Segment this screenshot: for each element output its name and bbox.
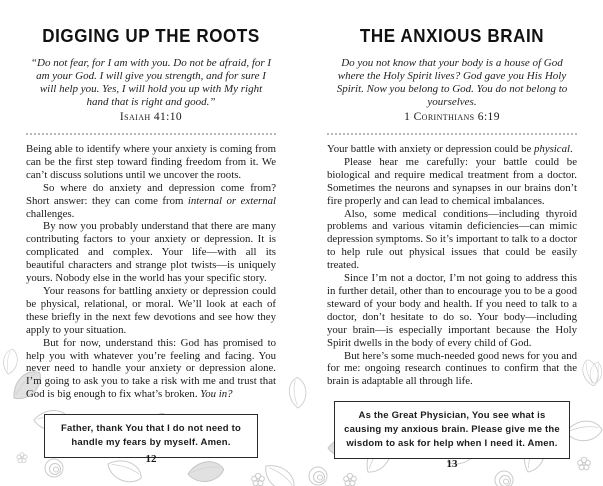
paragraph: So where do anxiety and depression come from? Short answer: they can come from internal or external challenges.	[26, 181, 277, 220]
right-body-text	[327, 143, 577, 388]
left-dotted-divider	[26, 133, 276, 135]
right-prayer-box: As the Great Physician, You see what is causing my anxious brain. Please give me the wisdom to ask for help when I need it. Amen.	[334, 401, 570, 459]
paragraph: Being able to identify where your anxiety is coming from can be the first step toward finding freedom from it. We can’t discuss solutions until we uncover the roots.	[26, 143, 276, 181]
left-scripture-block	[29, 57, 273, 124]
paragraph: Also, some medical conditions—including thyroid problems and various vitamin deficiencies—can mimic depression symptoms. So it’s important to talk to a doctor to help rule out physical issues that could be easily treated.	[327, 207, 577, 272]
paragraph: Please hear me carefully: your battle could be biological and require medical treatment from a doctor. Sometimes the neurons and synapses in our brains don’t fire properly and can lead to chemical imbalances.	[327, 155, 577, 207]
left-scripture-reference: Isaiah 41:10	[119, 111, 183, 123]
paragraph: Since I’m not a doctor, I’m not going to address this in further detail, other than to encourage you to be a good steward of your body and health. If you need to talk to a doctor, don’t hesitate to do so. Your body—including your brain—is especially important because the Holy Spirit dwells in the body of every child of God.	[327, 272, 577, 349]
paragraph: But here’s some much-needed good news for you and for me: ongoing research continues to confirm that the brain is adaptable all through life.	[327, 349, 577, 388]
right-scripture-block	[330, 57, 574, 124]
paragraph: But for now, understand this: God has promised to help you with whatever you’re feeling and facing. You never need to handle your anxiety or depression alone. I’m going to ask you to take a risk with me and trust that God is big enough to fix what’s broken. You in?	[26, 336, 276, 401]
right-chapter-title: THE ANXIOUS BRAIN	[359, 26, 545, 47]
left-body-text	[26, 143, 276, 401]
right-scripture-reference: 1 Corinthians 6:19	[404, 111, 500, 123]
right-dotted-divider	[327, 133, 577, 135]
paragraph: By now you probably understand that there are many contributing factors to your anxiety or depression. It is complicated and complex. Your life—with all its beautiful characters and strange plot twists—is uniquely yours. Nobody else in the world has your specific story.	[26, 220, 276, 285]
left-chapter-title: DIGGING UP THE ROOTS	[42, 26, 260, 47]
paragraph: Your battle with anxiety or depression could be physical.	[327, 143, 573, 155]
right-page-number: 13	[446, 458, 458, 470]
left-prayer-box: Father, thank You that I do not need to handle my fears by myself. Amen.	[44, 414, 258, 458]
left-scripture-quote: “Do not fear, for I am with you. Do not be afraid, for I am your God. I will give you strength, and for sure I will help you. Yes, I will hold you up with My right hand that is right and good.”	[30, 57, 272, 108]
left-page	[26, 0, 276, 486]
left-page-number: 12	[145, 453, 157, 465]
right-page	[327, 0, 577, 486]
paragraph: Your reasons for battling anxiety or depression could be physical, relational, or moral. We’ll look at each of these briefly in the next few devotions and see how they apply to your situation.	[26, 284, 276, 336]
right-scripture-quote: Do you not know that your body is a house of God where the Holy Spirit lives? God gave you His Holy Spirit. Now you belong to God. You do not belong to yourselves.	[336, 57, 568, 108]
